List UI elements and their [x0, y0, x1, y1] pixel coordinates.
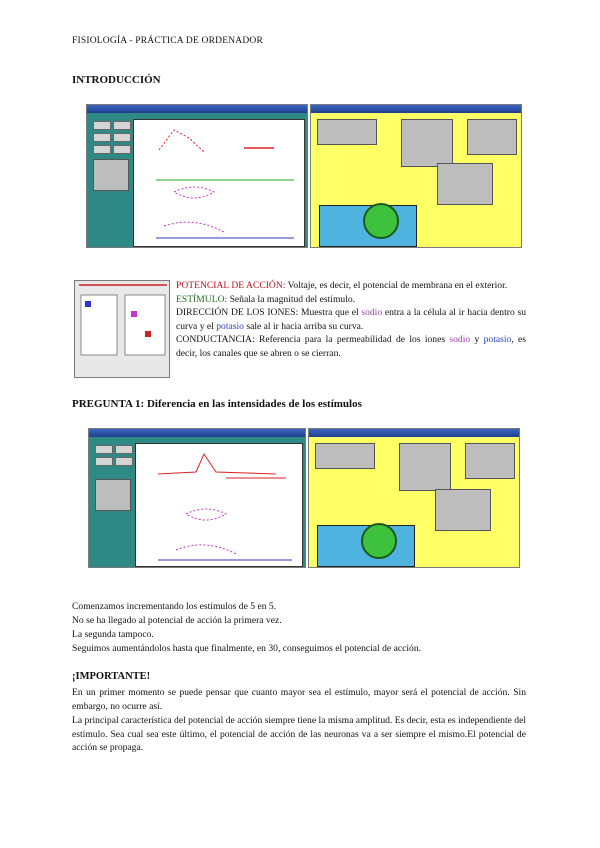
potencial-term: POTENCIAL DE ACCIÓN:	[176, 280, 286, 291]
conductancia-text-1: : Referencia para la permeabilidad de los iones	[251, 334, 450, 346]
control-button	[115, 445, 133, 454]
control-button	[93, 121, 111, 130]
stimulus-panel	[437, 163, 493, 205]
simulator-screenshot-cell	[310, 104, 522, 248]
intro-heading: INTRODUCCIÓN	[72, 74, 161, 86]
simulator-screenshot-cell-2	[308, 428, 520, 568]
ion-panel	[399, 443, 451, 491]
potencial-text: Voltaje, es decir, el potencial de membrana en el exterior.	[285, 280, 508, 291]
ion-panel	[401, 119, 453, 167]
direccion-term: DIRECCIÓN DE LOS IONES	[176, 307, 296, 319]
conductance-panel	[465, 443, 515, 479]
control-button	[113, 121, 131, 130]
control-button	[115, 457, 133, 466]
graph-traces	[136, 444, 302, 566]
potasio-term: potasio	[216, 320, 244, 332]
values-panel-thumbnail	[74, 280, 170, 378]
sodio-term-2: sodio	[449, 334, 471, 346]
direccion-text-2: entra a la célula al ir hacia dentro su curva y el	[176, 307, 526, 332]
stimulus-panel	[435, 489, 491, 531]
definitions-text	[176, 279, 526, 361]
control-button	[95, 457, 113, 466]
body-line-1: Comenzamos incrementando los estímulos de 5 en 5.	[72, 601, 277, 612]
control-button	[95, 445, 113, 454]
conductancia-term: CONDUCTANCIA	[176, 334, 252, 346]
control-button	[93, 133, 111, 142]
stimulus-controls	[315, 443, 375, 469]
graph-area	[133, 119, 305, 247]
body-line-4: Seguimos aumentándolos hasta que finalmente, en 30, conseguimos el potencial de acción.	[72, 643, 422, 654]
window-titlebar	[89, 429, 305, 437]
estimulo-text: Señala la magnitud del estímulo.	[227, 293, 356, 305]
simulator-screenshot-graphs-2	[88, 428, 306, 568]
conductance-panel	[467, 119, 517, 155]
important-heading: ¡IMPORTANTE!	[72, 671, 151, 682]
graph-area	[135, 443, 303, 567]
neuron-cell	[363, 203, 399, 239]
panel-sketch	[75, 281, 170, 378]
direccion-text-3: sale al ir hacia arriba su curva.	[243, 320, 364, 332]
estimulo-term: ESTÍMULO:	[176, 293, 228, 305]
graph-traces	[134, 120, 304, 246]
window-titlebar	[311, 105, 521, 113]
conductancia-text-3: , es decir, los canales que se abren o se cierran.	[176, 334, 527, 359]
conductancia-text-2: y	[470, 334, 484, 346]
simulator-screenshot-graphs	[86, 104, 308, 248]
question-heading: PREGUNTA 1: Diferencia en las intensidades de los estímulos	[72, 398, 362, 410]
direccion-text-1: : Muestra que el	[295, 307, 362, 319]
important-text: En un primer momento se puede pensar que cuanto mayor sea el estímulo, mayor será el potencial de acción. Sin embargo, no ocurre así.	[72, 687, 526, 712]
window-titlebar	[309, 429, 519, 437]
control-button	[113, 145, 131, 154]
stimulus-controls	[317, 119, 377, 145]
control-button	[93, 145, 111, 154]
document-header: FISIOLOGÍA - PRÁCTICA DE ORDENADOR	[72, 36, 264, 46]
conclusion-text: La principal característica del potencial de acción siempre tiene la misma amplitud. Es decir, esta es independiente del estímulo. Sea cual sea este último, el potencial de acción de las neuronas va a ser siempre el mismo.El potencial de acción se propaga.	[72, 715, 526, 754]
stimulus-panel	[95, 479, 131, 511]
stimulus-panel	[93, 159, 129, 191]
neuron-cell	[361, 523, 397, 559]
body-line-2: No se ha llegado al potencial de acción la primera vez.	[72, 615, 282, 626]
potasio-term-2: potasio	[483, 334, 512, 346]
control-button	[113, 133, 131, 142]
window-titlebar	[87, 105, 307, 113]
body-line-3: La segunda tampoco.	[72, 629, 154, 640]
sodio-term: sodio	[361, 307, 383, 319]
